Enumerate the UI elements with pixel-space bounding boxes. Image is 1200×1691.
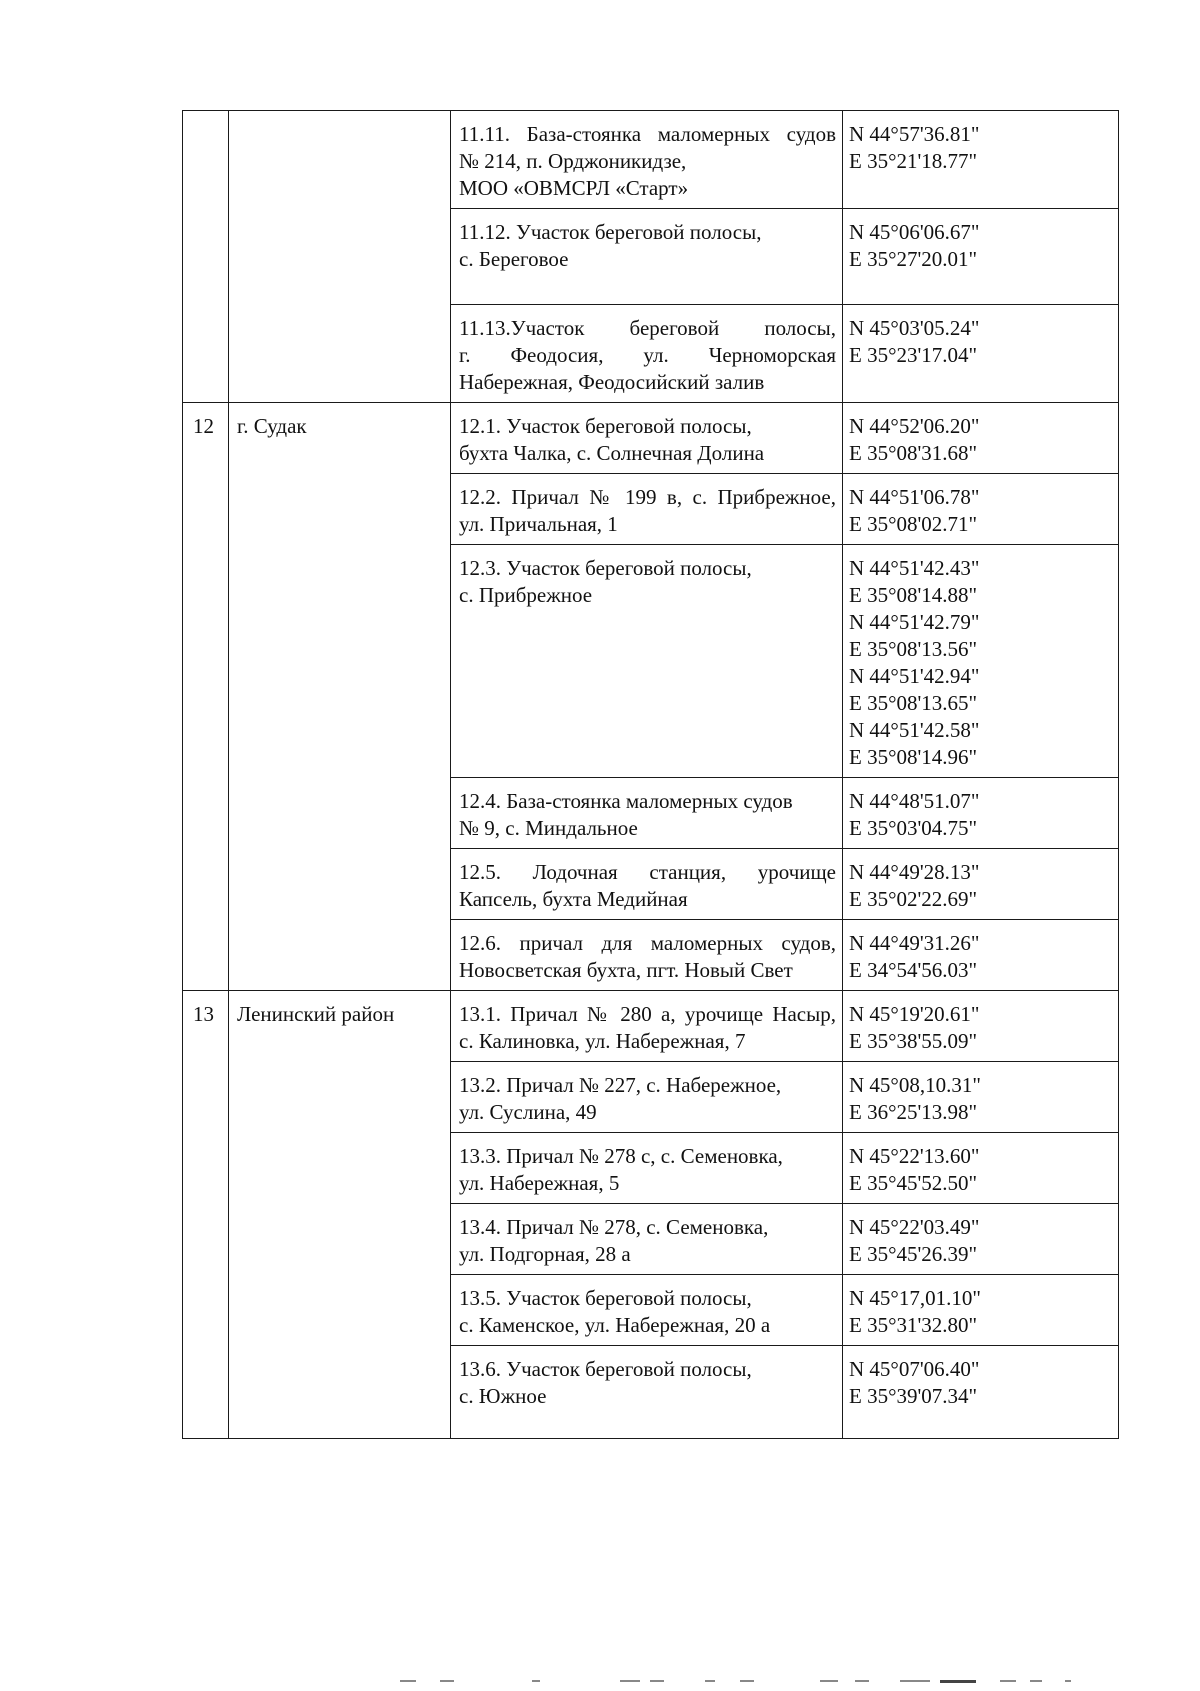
place-cell — [451, 474, 843, 545]
coordinates-cell — [843, 545, 1119, 778]
longitude-value: E 35°21'18.77" — [849, 149, 978, 173]
longitude-value: E 35°08'13.56" — [849, 637, 978, 661]
place-line: 11.11. База-стоянка маломерных судов — [459, 122, 836, 146]
group-region-cell: Ленинский район — [229, 991, 451, 1439]
coordinates-cell — [843, 111, 1119, 209]
place-line: 13.6. Участок береговой полосы, — [459, 1357, 752, 1381]
table-body — [183, 111, 1119, 1439]
place-cell — [451, 111, 843, 209]
latitude-value: N 44°48'51.07" — [849, 789, 980, 813]
longitude-value: E 35°27'20.01" — [849, 247, 978, 271]
place-line: с. Каменское, ул. Набережная, 20 а — [459, 1313, 771, 1337]
group-number-cell: 13 — [183, 991, 229, 1439]
coordinates-cell — [843, 403, 1119, 474]
place-line: 13.1. Причал № 280 а, урочище Насыр, — [459, 1002, 836, 1026]
table-row — [183, 111, 1119, 209]
place-cell — [451, 305, 843, 403]
group-number-cell: 12 — [183, 403, 229, 991]
place-cell — [451, 849, 843, 920]
coordinates-cell — [843, 209, 1119, 305]
latitude-value: N 45°08,10.31" — [849, 1073, 981, 1097]
place-line: 12.2. Причал № 199 в, с. Прибрежное, — [459, 485, 836, 509]
latitude-value: N 44°57'36.81" — [849, 122, 980, 146]
place-line: ул. Подгорная, 28 а — [459, 1242, 631, 1266]
place-line: Набережная, Феодосийский залив — [459, 370, 765, 394]
latitude-value: N 45°22'13.60" — [849, 1144, 980, 1168]
latitude-value: N 44°51'42.58" — [849, 718, 980, 742]
longitude-value: E 35°08'13.65" — [849, 691, 978, 715]
group-region-cell — [229, 111, 451, 403]
coordinates-cell — [843, 778, 1119, 849]
longitude-value: E 35°45'52.50" — [849, 1171, 978, 1195]
place-line: 13.4. Причал № 278, с. Семеновка, — [459, 1215, 769, 1239]
scan-artifact-marks — [400, 1680, 1200, 1684]
place-line: 13.3. Причал № 278 с, с. Семеновка, — [459, 1144, 783, 1168]
place-line: ул. Причальная, 1 — [459, 512, 618, 536]
group-number-cell — [183, 111, 229, 403]
place-cell — [451, 778, 843, 849]
place-line: 12.5. Лодочная станция, урочище — [459, 860, 836, 884]
place-line: 11.12. Участок береговой полосы, — [459, 220, 762, 244]
coordinates-cell — [843, 1346, 1119, 1439]
place-line: бухта Чалка, с. Солнечная Долина — [459, 441, 765, 465]
latitude-value: N 44°51'06.78" — [849, 485, 980, 509]
group-region-cell: г. Судак — [229, 403, 451, 991]
table-row — [183, 403, 1119, 474]
coordinates-cell — [843, 1275, 1119, 1346]
place-line: г. Феодосия, ул. Черноморская — [459, 343, 836, 367]
coordinates-cell — [843, 1062, 1119, 1133]
latitude-value: N 44°51'42.43" — [849, 556, 980, 580]
table-row — [183, 991, 1119, 1062]
place-line: с. Южное — [459, 1384, 547, 1408]
longitude-value: E 35°08'14.88" — [849, 583, 978, 607]
place-line: МОО «ОВМСРЛ «Старт» — [459, 176, 689, 200]
longitude-value: E 35°08'02.71" — [849, 512, 978, 536]
place-line: с. Калиновка, ул. Набережная, 7 — [459, 1029, 746, 1053]
longitude-value: E 35°02'22.69" — [849, 887, 978, 911]
place-line: Капсель, бухта Медийная — [459, 887, 688, 911]
place-line: 12.6. причал для маломерных судов, — [459, 931, 836, 955]
coordinates-cell — [843, 1204, 1119, 1275]
place-cell — [451, 1275, 843, 1346]
place-cell — [451, 1204, 843, 1275]
place-cell — [451, 209, 843, 305]
longitude-value: E 34°54'56.03" — [849, 958, 978, 982]
place-line: № 9, с. Миндальное — [459, 816, 638, 840]
coordinates-cell — [843, 305, 1119, 403]
longitude-value: E 35°23'17.04" — [849, 343, 978, 367]
place-line: ул. Набережная, 5 — [459, 1171, 620, 1195]
longitude-value: E 35°08'31.68" — [849, 441, 978, 465]
place-cell — [451, 1346, 843, 1439]
place-line: ул. Суслина, 49 — [459, 1100, 597, 1124]
latitude-value: N 44°49'31.26" — [849, 931, 980, 955]
place-cell — [451, 991, 843, 1062]
place-line: № 214, п. Орджоникидзе, — [459, 149, 687, 173]
place-cell — [451, 403, 843, 474]
place-line: 12.3. Участок береговой полосы, — [459, 556, 752, 580]
place-line: с. Прибрежное — [459, 583, 593, 607]
longitude-value: E 35°45'26.39" — [849, 1242, 978, 1266]
place-cell — [451, 545, 843, 778]
longitude-value: E 35°03'04.75" — [849, 816, 978, 840]
place-line: 11.13.Участок береговой полосы, — [459, 316, 836, 340]
latitude-value: N 45°07'06.40" — [849, 1357, 980, 1381]
latitude-value: N 45°19'20.61" — [849, 1002, 980, 1026]
longitude-value: E 35°39'07.34" — [849, 1384, 978, 1408]
latitude-value: N 44°51'42.79" — [849, 610, 980, 634]
coordinates-cell — [843, 991, 1119, 1062]
place-line: Новосветская бухта, пгт. Новый Свет — [459, 958, 793, 982]
place-line: 13.5. Участок береговой полосы, — [459, 1286, 752, 1310]
latitude-value: N 44°49'28.13" — [849, 860, 980, 884]
latitude-value: N 45°22'03.49" — [849, 1215, 980, 1239]
coordinates-cell — [843, 849, 1119, 920]
coordinates-cell — [843, 920, 1119, 991]
place-line: 12.1. Участок береговой полосы, — [459, 414, 752, 438]
place-line: с. Береговое — [459, 247, 569, 271]
longitude-value: E 36°25'13.98" — [849, 1100, 978, 1124]
latitude-value: N 44°51'42.94" — [849, 664, 980, 688]
longitude-value: E 35°38'55.09" — [849, 1029, 978, 1053]
longitude-value: E 35°08'14.96" — [849, 745, 978, 769]
place-cell — [451, 920, 843, 991]
coordinates-cell — [843, 474, 1119, 545]
latitude-value: N 45°06'06.67" — [849, 220, 980, 244]
place-cell — [451, 1133, 843, 1204]
place-cell — [451, 1062, 843, 1133]
place-line: 13.2. Причал № 227, с. Набережное, — [459, 1073, 782, 1097]
place-line: 12.4. База-стоянка маломерных судов — [459, 789, 793, 813]
latitude-value: N 45°17,01.10" — [849, 1286, 981, 1310]
longitude-value: E 35°31'32.80" — [849, 1313, 978, 1337]
latitude-value: N 44°52'06.20" — [849, 414, 980, 438]
latitude-value: N 45°03'05.24" — [849, 316, 980, 340]
coordinates-cell — [843, 1133, 1119, 1204]
objects-table — [182, 110, 1119, 1439]
